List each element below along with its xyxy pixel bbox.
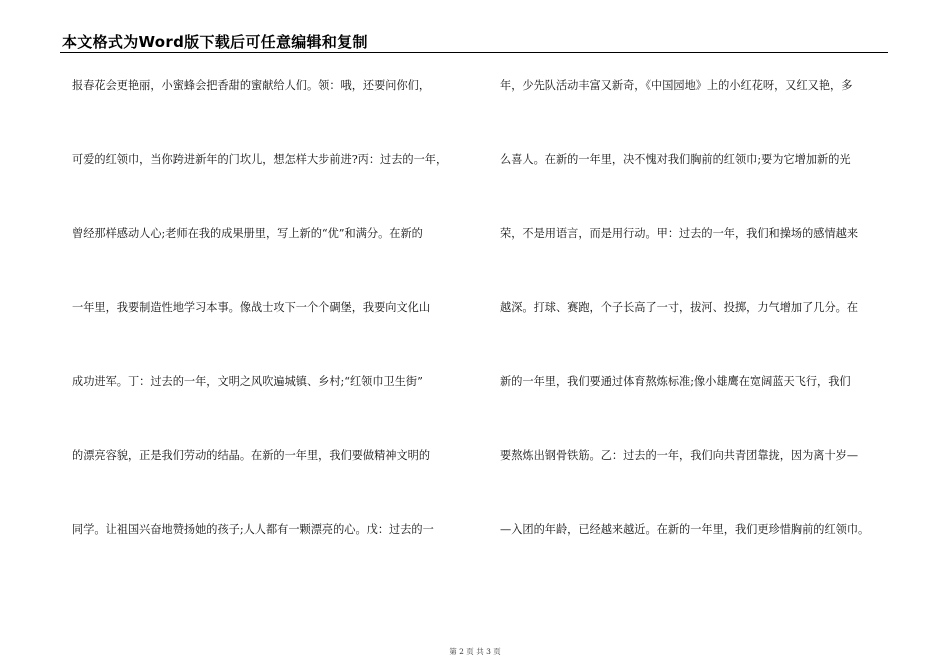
text-line: 成功进军。丁：过去的一年，文明之风吹遍城镇、乡村;“红领巾卫生街” xyxy=(72,375,423,388)
text-line: 可爱的红领巾，当你跨进新年的门坎儿，想怎样大步前进?丙：过去的一年， xyxy=(72,153,448,166)
header-divider xyxy=(60,52,888,53)
text-line: 一年里，我要制造性地学习本事。像战士攻下一个个碉堡，我要向文化山 xyxy=(72,301,431,314)
text-line: —入团的年龄，已经越来越近。在新的一年里，我们更珍惜胸前的红领巾。 xyxy=(500,523,870,536)
text-line: 么喜人。在新的一年里，决不愧对我们胸前的红领巾;要为它增加新的光 xyxy=(500,153,851,166)
text-line: 报春花会更艳丽，小蜜蜂会把香甜的蜜献给人们。领：哦，还要问你们， xyxy=(72,79,431,92)
document-header-title: 本文格式为Word版下载后可任意编辑和复制 xyxy=(62,33,368,51)
text-line: 荣，不是用语言，而是用行动。甲：过去的一年，我们和操场的感情越来 xyxy=(500,227,859,240)
text-line: 曾经那样感动人心;老师在我的成果册里，写上新的“优”和满分。在新的 xyxy=(72,227,423,240)
text-line: 要熬炼出钢骨铁筋。乙：过去的一年，我们向共青团靠拢，因为离十岁— xyxy=(500,449,859,462)
text-line: 年，少先队活动丰富又新奇，《中国园地》上的小红花呀，又红又艳，多 xyxy=(500,79,853,92)
left-text-column xyxy=(72,72,472,590)
text-line: 越深。打球、赛跑，个子长高了一寸，拔河、投掷，力气增加了几分。在 xyxy=(500,301,859,314)
text-line: 同学。让祖国兴奋地赞扬她的孩子;人人都有一颗漂亮的心。戊：过去的一 xyxy=(72,523,434,536)
page-number-footer: 第 2 页 共 3 页 xyxy=(449,647,501,656)
text-line: 新的一年里，我们要通过体育熬炼标准;像小雄鹰在宽阔蓝天飞行，我们 xyxy=(500,375,851,388)
text-line: 的漂亮容貌，正是我们劳动的结晶。在新的一年里，我们要做精神文明的 xyxy=(72,449,431,462)
right-text-column xyxy=(500,72,895,590)
